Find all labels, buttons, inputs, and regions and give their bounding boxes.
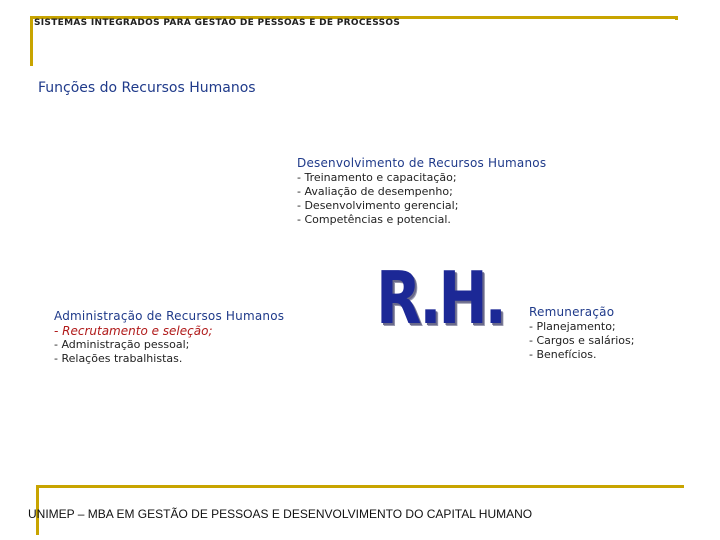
development-heading: Desenvolvimento de Recursos Humanos xyxy=(297,156,547,170)
footer-top-rule xyxy=(36,485,684,488)
development-item: - Competências e potencial. xyxy=(297,213,451,226)
rh-logo-mark: R.H. xyxy=(376,256,504,340)
development-item: - Avaliação de desempenho; xyxy=(297,185,453,198)
administration-heading: Administração de Recursos Humanos xyxy=(54,309,285,323)
development-block xyxy=(297,156,546,227)
header-right-tick xyxy=(675,16,678,20)
compensation-block xyxy=(529,305,634,362)
page-title: Funções do Recursos Humanos xyxy=(38,80,256,96)
header-title: SISTEMAS INTEGRADOS PARA GESTAO DE PESSOAS E DE PROCESSOS xyxy=(34,18,401,28)
administration-block xyxy=(54,309,284,366)
compensation-item: - Benefícios. xyxy=(529,348,597,361)
administration-item-highlight: - Recrutamento e seleção; xyxy=(54,324,213,338)
header-left-rule xyxy=(30,16,33,66)
administration-item: - Relações trabalhistas. xyxy=(54,352,183,365)
compensation-item: - Cargos e salários; xyxy=(529,334,635,347)
administration-item: - Administração pessoal; xyxy=(54,338,190,351)
compensation-heading: Remuneração xyxy=(529,305,615,319)
development-item: - Desenvolvimento gerencial; xyxy=(297,199,459,212)
development-item: - Treinamento e capacitação; xyxy=(297,171,457,184)
footer-text: UNIMEP – MBA EM GESTÃO DE PESSOAS E DESENVOLVIMENTO DO CAPITAL HUMANO xyxy=(28,507,533,521)
compensation-item: - Planejamento; xyxy=(529,320,616,333)
